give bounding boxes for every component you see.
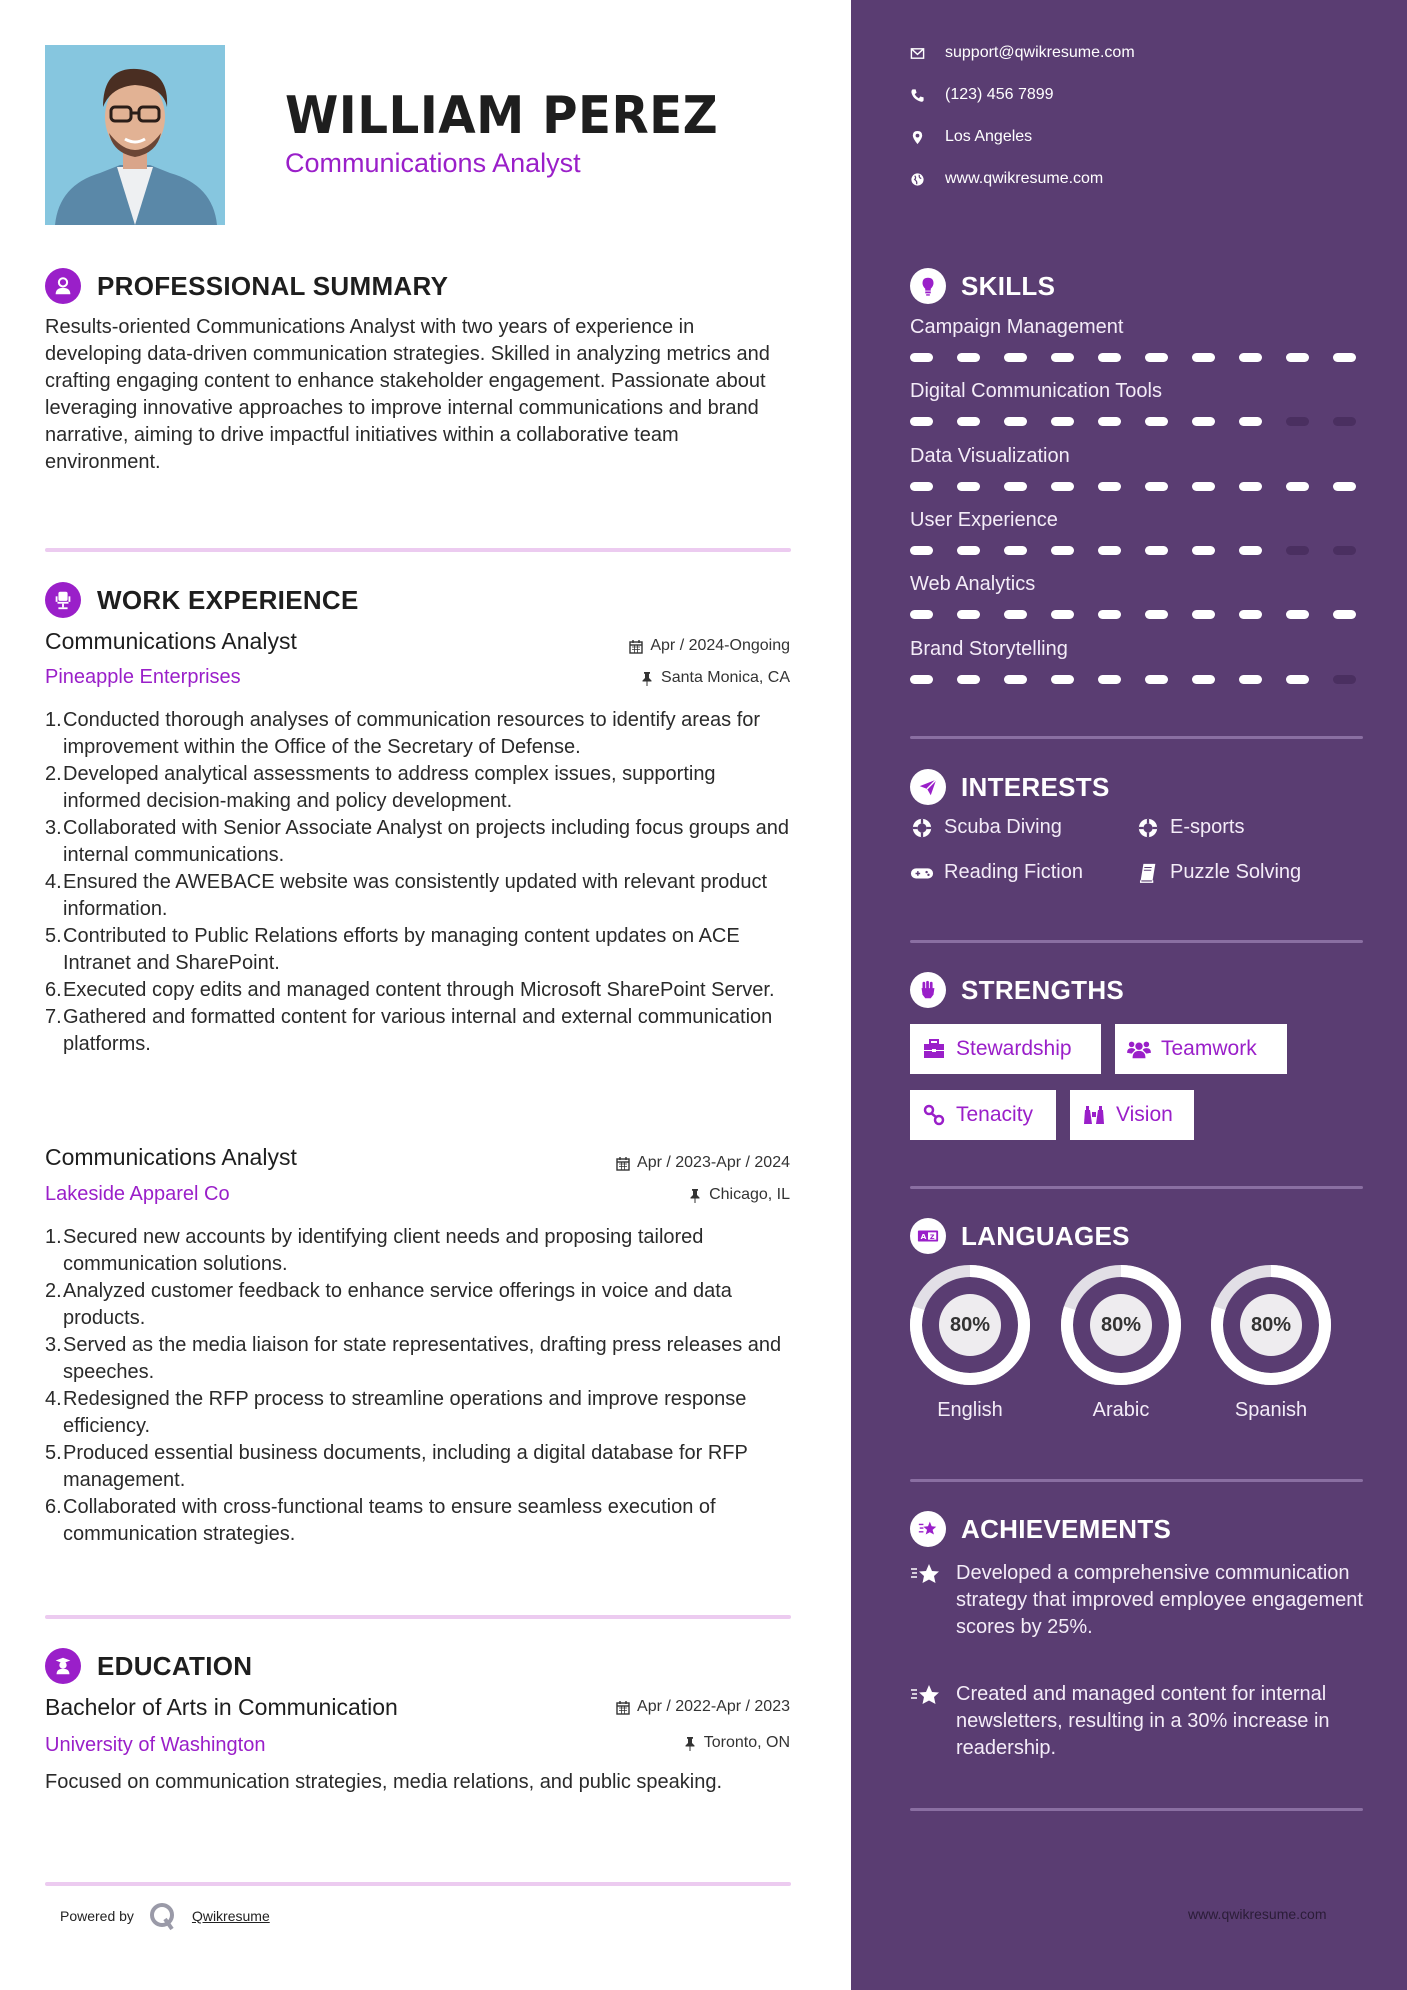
strength-chip: Tenacity: [910, 1090, 1056, 1140]
language-progress-ring: [1211, 1265, 1331, 1385]
footer-website[interactable]: www.qwikresume.com: [1188, 1906, 1327, 1922]
education-heading: [45, 1648, 252, 1684]
pin-icon: [683, 1736, 697, 1751]
language-item: [1211, 1265, 1331, 1422]
language-progress-ring: [1061, 1265, 1181, 1385]
gamepad-icon: [910, 862, 934, 884]
job-dates: [629, 637, 790, 655]
experience-title: WORK EXPERIENCE: [97, 584, 359, 615]
skill-dash: [1192, 610, 1215, 619]
bullet-item: 2. Analyzed customer feedback to enhance service offerings in voice and data products.: [45, 1280, 732, 1329]
skill-dash: [910, 482, 933, 491]
education-location: [683, 1734, 790, 1752]
school-name: University of Washington: [45, 1734, 266, 1756]
language-name: Spanish: [1234, 1399, 1308, 1421]
job-location-text: Santa Monica, CA: [661, 669, 790, 686]
briefcase-icon: [922, 1038, 946, 1060]
skill-dash: [1333, 417, 1356, 426]
interest-item: Scuba Diving: [910, 816, 1062, 839]
pin-icon: [640, 671, 654, 686]
globe-icon: [910, 172, 945, 187]
skill-dash: [1145, 546, 1168, 555]
skill-dash: [1239, 610, 1262, 619]
skill-dash: [1192, 353, 1215, 362]
education-location-text: Toronto, ON: [703, 1734, 790, 1751]
language-percent: 80%: [1100, 1313, 1142, 1336]
skill-dash: [1192, 417, 1215, 426]
graduate-icon: [45, 1648, 81, 1684]
skill-dash: [1145, 675, 1168, 684]
job-dates-text: Apr / 2024-Ongoing: [650, 637, 790, 654]
shooting-star-icon: [910, 1681, 942, 1709]
skill-dash: [957, 546, 980, 555]
skill-dash: [1333, 675, 1356, 684]
map-pin-icon: [910, 130, 945, 145]
skill-dash: [1286, 675, 1309, 684]
book-icon: [1136, 862, 1160, 884]
team-icon: [1127, 1038, 1151, 1060]
skill-dash: [1098, 482, 1121, 491]
skill-dash: [957, 675, 980, 684]
education-title: EDUCATION: [97, 1650, 253, 1681]
skill-dash: [1239, 353, 1262, 362]
lifebuoy-icon: [1136, 817, 1160, 839]
contact-website[interactable]: [910, 170, 1103, 188]
skill-label: Campaign Management: [910, 316, 1124, 338]
job-title: Communications Analyst: [45, 1144, 297, 1170]
skills-title: SKILLS: [961, 270, 1056, 301]
phone-icon: [910, 88, 945, 103]
skill-dash: [1051, 546, 1074, 555]
link-icon: [922, 1104, 946, 1126]
skill-dash: [1239, 546, 1262, 555]
bullet-item: 5. Contributed to Public Relations efforts by managing content updates on ACE Intranet and SharePoint.: [45, 925, 740, 974]
skill-dash: [1004, 546, 1027, 555]
svg-text:A: A: [920, 1232, 927, 1242]
section-divider: [45, 1615, 791, 1619]
skill-dash: [910, 675, 933, 684]
skill-dash: [1051, 353, 1074, 362]
strengths-title: STRENGTHS: [961, 974, 1125, 1005]
lifebuoy-icon: [910, 817, 934, 839]
contact-phone-text: (123) 456 7899: [945, 86, 1054, 103]
skill-dash: [910, 417, 933, 426]
user-icon: [45, 268, 81, 304]
section-divider: [910, 940, 1363, 943]
degree-title: Bachelor of Arts in Communication: [45, 1694, 398, 1720]
job-bullets: [45, 707, 791, 1058]
skill-dash: [1004, 417, 1027, 426]
skill-dash: [1286, 482, 1309, 491]
language-name: Arabic: [1092, 1399, 1150, 1421]
languages-heading: [910, 1218, 1130, 1254]
bullet-item: 6. Collaborated with cross-functional teams to ensure seamless execution of communication strategies.: [45, 1496, 716, 1545]
qwikresume-link[interactable]: Qwikresume: [191, 1908, 270, 1924]
achievements-heading: [910, 1511, 1171, 1547]
strength-chip: Stewardship: [910, 1024, 1101, 1074]
skill-dash: [1286, 417, 1309, 426]
powered-by-text: Powered by: [60, 1908, 134, 1924]
translate-icon: [910, 1218, 946, 1254]
education-dates-text: Apr / 2022-Apr / 2023: [637, 1698, 790, 1715]
strengths-heading: [910, 972, 1124, 1008]
skill-dash: [910, 353, 933, 362]
skill-dash: [1286, 610, 1309, 619]
job-location: [688, 1186, 790, 1204]
skill-dash: [1239, 417, 1262, 426]
skill-dash: [910, 610, 933, 619]
achievements-title: ACHIEVEMENTS: [961, 1513, 1172, 1544]
job-dates-text: Apr / 2023-Apr / 2024: [637, 1154, 790, 1171]
bullet-item: 3. Collaborated with Senior Associate Analyst on projects including focus groups and internal communications.: [45, 817, 789, 866]
education-description: Focused on communication strategies, media relations, and public speaking.: [45, 1771, 723, 1793]
bullet-item: 4. Redesigned the RFP process to streamline operations and improve response efficiency.: [45, 1388, 747, 1437]
skill-rating: [910, 353, 1356, 362]
summary-title: PROFESSIONAL SUMMARY: [97, 270, 449, 301]
skill-dash: [1004, 353, 1027, 362]
job-location: [640, 669, 790, 687]
office-chair-icon: [45, 582, 81, 618]
strength-chip: Vision: [1070, 1090, 1194, 1140]
bullet-item: 6. Executed copy edits and managed content through Microsoft SharePoint Server.: [45, 979, 775, 1001]
skill-dash: [1239, 675, 1262, 684]
skill-dash: [1192, 546, 1215, 555]
skill-dash: [1192, 482, 1215, 491]
section-divider: [45, 548, 791, 552]
skill-dash: [1145, 482, 1168, 491]
skill-rating: [910, 482, 1356, 491]
contact-email[interactable]: [910, 44, 1135, 62]
contact-location-text: Los Angeles: [945, 128, 1033, 145]
interests-heading: [910, 769, 1110, 805]
job-title: Communications Analyst: [45, 628, 297, 654]
language-item: [1061, 1265, 1181, 1422]
powered-by: [60, 1901, 270, 1931]
svg-text:Z: Z: [929, 1232, 935, 1241]
skill-dash: [1333, 546, 1356, 555]
skill-dash: [1286, 546, 1309, 555]
experience-heading: [45, 582, 359, 618]
section-divider: [910, 1479, 1363, 1482]
skills-heading: [910, 268, 1055, 304]
skill-dash: [1098, 675, 1121, 684]
pin-icon: [688, 1188, 702, 1203]
shooting-star-icon: [910, 1560, 942, 1588]
achievement-item: Developed a comprehensive communication strategy that improved employee engagement scores by 25%.: [910, 1560, 1370, 1641]
calendar-icon: [629, 639, 643, 654]
lightbulb-icon: [910, 268, 946, 304]
skill-dash: [957, 482, 980, 491]
skill-dash: [1145, 353, 1168, 362]
summary-text: Results-oriented Communications Analyst with two years of experience in developing data-driven communication strategies. Skilled in analyzing metrics and crafting engaging content to enhance stakeholder engagement. Passionate about leveraging innovative approaches to improve internal communications and brand narrative, aiming to drive impactful initiatives within a collaborative team environment.: [45, 316, 770, 473]
section-divider: [910, 736, 1363, 739]
languages-title: LANGUAGES: [961, 1220, 1130, 1251]
skill-dash: [1051, 675, 1074, 684]
contact-email-text: support@qwikresume.com: [945, 44, 1135, 61]
bullet-item: 1. Conducted thorough analyses of communication resources to identify areas for improvement within the Office of the Secretary of Defense.: [45, 709, 761, 758]
fist-icon: [910, 972, 946, 1008]
calendar-icon: [616, 1700, 630, 1715]
section-divider: [910, 1808, 1363, 1811]
summary-heading: [45, 268, 448, 304]
skill-dash: [1333, 610, 1356, 619]
skill-dash: [957, 417, 980, 426]
job-location-text: Chicago, IL: [709, 1186, 790, 1203]
bullet-item: 7. Gathered and formatted content for various internal and external communication platforms.: [45, 1006, 773, 1055]
skill-dash: [1333, 353, 1356, 362]
person-photo-icon: [45, 45, 225, 225]
language-percent: 80%: [949, 1313, 991, 1336]
section-divider: [45, 1882, 791, 1886]
skill-dash: [1051, 610, 1074, 619]
skill-dash: [1098, 353, 1121, 362]
candidate-name: WILLIAM PEREZ: [285, 86, 719, 146]
skill-dash: [1145, 610, 1168, 619]
language-item: [910, 1265, 1030, 1422]
skill-dash: [1051, 417, 1074, 426]
candidate-role: Communications Analyst: [285, 148, 581, 178]
achievement-item: Created and managed content for internal newsletters, resulting in a 30% increase in readership.: [910, 1681, 1370, 1762]
contact-location: [910, 128, 1032, 146]
skill-rating: [910, 417, 1356, 426]
skill-dash: [1192, 675, 1215, 684]
profile-photo: [45, 45, 225, 225]
education-dates: [616, 1698, 790, 1716]
language-percent: 80%: [1250, 1313, 1292, 1336]
interest-item: E-sports: [1136, 816, 1244, 839]
bullet-item: 2. Developed analytical assessments to address complex issues, supporting informed decision-making and policy development.: [45, 763, 716, 812]
skill-dash: [1333, 482, 1356, 491]
job-company: Lakeside Apparel Co: [45, 1183, 230, 1205]
calendar-icon: [616, 1156, 630, 1171]
language-progress-ring: [910, 1265, 1030, 1385]
job-bullets: [45, 1224, 791, 1548]
skill-dash: [1098, 417, 1121, 426]
skill-rating: [910, 675, 1356, 684]
skill-dash: [1098, 546, 1121, 555]
binoculars-icon: [1082, 1104, 1106, 1126]
skill-rating: [910, 546, 1356, 555]
bullet-item: 4. Ensured the AWEBACE website was consistently updated with relevant product information.: [45, 871, 768, 920]
skill-dash: [1098, 610, 1121, 619]
skill-dash: [1004, 675, 1027, 684]
shooting-star-icon: [910, 1511, 946, 1547]
skill-label: Brand Storytelling: [910, 638, 1068, 660]
bullet-item: 3. Served as the media liaison for state representatives, drafting press releases and speeches.: [45, 1334, 782, 1383]
skill-dash: [1286, 353, 1309, 362]
skill-label: User Experience: [910, 509, 1058, 531]
skill-dash: [1004, 482, 1027, 491]
qwikresume-logo-icon: [148, 1901, 178, 1931]
skill-label: Data Visualization: [910, 445, 1070, 467]
skill-dash: [1051, 482, 1074, 491]
strength-chip: Teamwork: [1115, 1024, 1287, 1074]
bullet-item: 1. Secured new accounts by identifying client needs and proposing tailored communication solutions.: [45, 1226, 704, 1275]
bullet-item: 5. Produced essential business documents, including a digital database for RFP management.: [45, 1442, 748, 1491]
skill-dash: [1145, 417, 1168, 426]
skill-dash: [957, 610, 980, 619]
skill-rating: [910, 610, 1356, 619]
envelope-icon: [910, 46, 945, 61]
skill-dash: [957, 353, 980, 362]
contact-phone[interactable]: [910, 86, 1054, 104]
job-company: Pineapple Enterprises: [45, 666, 241, 688]
paper-plane-icon: [910, 769, 946, 805]
skill-dash: [910, 546, 933, 555]
job-dates: [616, 1154, 790, 1172]
interest-item: Puzzle Solving: [1136, 861, 1301, 884]
interests-title: INTERESTS: [961, 771, 1110, 802]
skill-label: Web Analytics: [910, 573, 1036, 595]
contact-website-text: www.qwikresume.com: [945, 170, 1104, 187]
section-divider: [910, 1186, 1363, 1189]
skill-label: Digital Communication Tools: [910, 380, 1162, 402]
skill-dash: [1004, 610, 1027, 619]
language-name: English: [937, 1399, 1003, 1421]
skill-dash: [1239, 482, 1262, 491]
interest-item: Reading Fiction: [910, 861, 1083, 884]
